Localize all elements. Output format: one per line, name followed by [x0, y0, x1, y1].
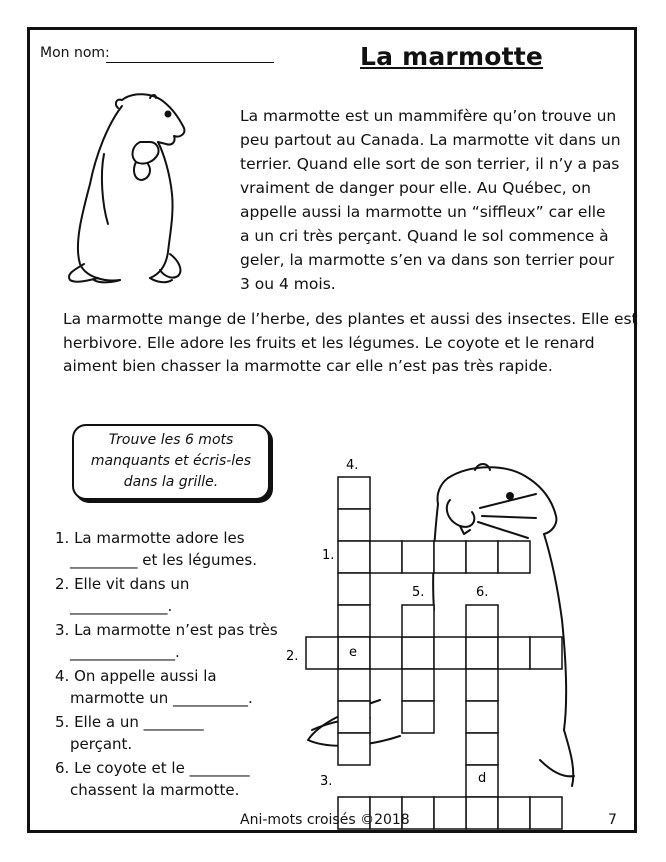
- grid-cell[interactable]: [530, 637, 562, 669]
- instruction-box: [72, 424, 270, 500]
- grid-cell[interactable]: [498, 797, 530, 829]
- question-text: 4. On appelle aussi la: [55, 667, 217, 685]
- grid-cell[interactable]: [498, 637, 530, 669]
- grid-letter-d: d: [478, 771, 487, 786]
- intro-line: 3 ou 4 mois.: [240, 275, 336, 293]
- intro-paragraph: [240, 104, 621, 296]
- intro-line: appelle aussi la marmotte un “siffleux” car elle: [240, 203, 606, 221]
- clue-number-4: 4.: [346, 458, 359, 473]
- grid-cell[interactable]: [402, 669, 434, 701]
- clue-number-6: 6.: [476, 585, 489, 600]
- grid-cell[interactable]: [466, 541, 498, 573]
- grid-cell[interactable]: [434, 637, 466, 669]
- grid-cell[interactable]: [338, 701, 370, 733]
- body-line: La marmotte mange de l’herbe, des plantes et aussi des insectes. Elle est: [63, 310, 638, 328]
- name-input-line[interactable]: [106, 62, 274, 63]
- intro-line: geler, la marmotte s’en va dans son terrier pour: [240, 251, 615, 269]
- grid-cell[interactable]: [402, 637, 434, 669]
- intro-line: La marmotte est un mammifère qu’on trouve un: [240, 107, 617, 125]
- grid-cell[interactable]: [466, 669, 498, 701]
- grid-cell[interactable]: [370, 637, 402, 669]
- grid-cell[interactable]: [402, 701, 434, 733]
- question-1: [55, 527, 257, 571]
- grid-cell[interactable]: [466, 797, 498, 829]
- footer-credit: Ani-mots croisés ©2018: [240, 812, 410, 828]
- question-blank-line: chassent la marmotte.: [70, 781, 240, 799]
- clue-number-1: 1.: [322, 548, 335, 563]
- question-text: 5. Elle a un ________: [55, 713, 204, 731]
- grid-cell[interactable]: [338, 733, 370, 765]
- instruction-line: Trouve les 6 mots: [108, 432, 234, 448]
- intro-line: vraiment de danger pour elle. Au Québec, on: [240, 179, 591, 197]
- question-3: [55, 619, 278, 663]
- body-line: herbivore. Elle adore les fruits et les légumes. Le coyote et le renard: [63, 333, 595, 352]
- intro-line: a un cri très perçant. Quand le sol commence à: [240, 227, 609, 245]
- instruction-line: manquants et écris-les: [90, 453, 252, 469]
- grid-cell[interactable]: [338, 669, 370, 701]
- grid-cell[interactable]: [338, 573, 370, 605]
- question-4: [55, 665, 253, 709]
- question-blank-line: perçant.: [70, 735, 133, 753]
- intro-line: terrier. Quand elle sort de son terrier, il n’y a pas: [240, 155, 620, 173]
- instruction-line: dans la grille.: [123, 474, 219, 490]
- grid-cell[interactable]: [338, 605, 370, 637]
- grid-cell[interactable]: [338, 541, 370, 573]
- body-line: aiment bien chasser la marmotte car elle n’est pas très rapide.: [63, 357, 553, 375]
- crossword-grid: [286, 455, 550, 800]
- question-blank-line[interactable]: _________ et les légumes.: [70, 551, 257, 569]
- grid-cell[interactable]: [466, 637, 498, 669]
- grid-cell[interactable]: [434, 541, 466, 573]
- grid-cell[interactable]: [402, 605, 434, 637]
- grid-cell[interactable]: [402, 541, 434, 573]
- clue-number-5: 5.: [412, 585, 425, 600]
- question-text: 2. Elle vit dans un: [55, 575, 190, 593]
- grid-cell[interactable]: [498, 541, 530, 573]
- question-blank-line[interactable]: marmotte un __________.: [70, 689, 253, 707]
- clue-number-3: 3.: [320, 774, 333, 789]
- grid-cell[interactable]: [466, 701, 498, 733]
- body-paragraph: [63, 308, 638, 379]
- grid-cell[interactable]: [466, 733, 498, 765]
- grid-cell[interactable]: [306, 637, 338, 669]
- grid-cell[interactable]: [434, 797, 466, 829]
- grid-letter-e: e: [349, 645, 357, 660]
- intro-line: peu partout au Canada. La marmotte vit dans un: [240, 131, 621, 149]
- question-text: 1. La marmotte adore les: [55, 529, 245, 547]
- grid-cell[interactable]: [338, 509, 370, 541]
- question-6: [55, 757, 250, 801]
- grid-cell[interactable]: [530, 797, 562, 829]
- marmot-illustration-small: [60, 84, 190, 294]
- clue-number-2: 2.: [286, 649, 299, 664]
- question-blank-line[interactable]: _____________.: [70, 597, 173, 615]
- question-text: 3. La marmotte n’est pas très: [55, 621, 278, 639]
- grid-cell[interactable]: [338, 477, 370, 509]
- grid-cell[interactable]: [370, 541, 402, 573]
- question-5: [55, 711, 204, 755]
- page-title: La marmotte: [360, 42, 544, 71]
- question-text: 6. Le coyote et le ________: [55, 759, 250, 777]
- question-blank-line[interactable]: ______________.: [70, 643, 180, 661]
- name-label: Mon nom:: [40, 45, 110, 61]
- question-2: [55, 573, 189, 617]
- grid-cell[interactable]: [466, 605, 498, 637]
- page-number: 7: [608, 812, 617, 828]
